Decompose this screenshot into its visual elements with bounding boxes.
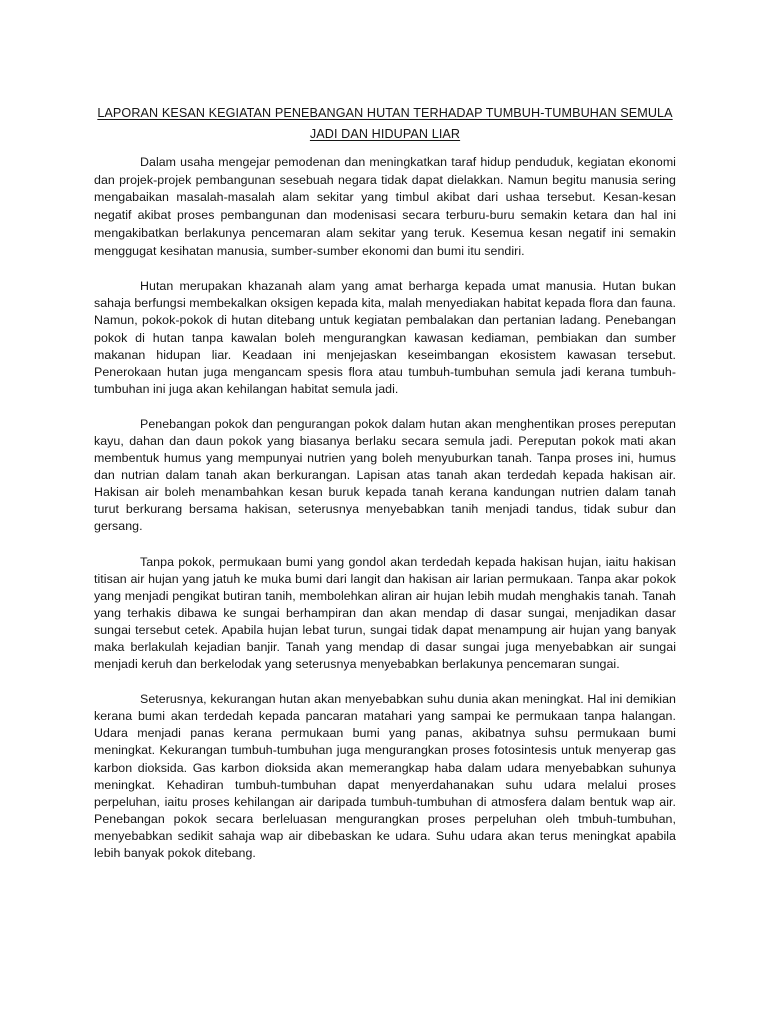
paragraph-soil-nutrients: Penebangan pokok dan pengurangan pokok dalam hutan akan menghentikan proses pereputan kayu, dahan dan daun pokok yang biasanya berlaku secara semula jadi. Pereputan pokok mati akan membentuk humus yang mempunyai nutrien yang boleh menyuburkan tanah. Tanpa proses ini, humus dan nutrian dalam tanah akan berkurangan. Lapisan atas tanah akan terdedah kepada hakisan air. Hakisan air boleh menambahkan kesan buruk kepada tanah kerana kandungan nutrien dalam tanah turut berkurang bersama hakisan, seterusnya menyebabkan tanih menjadi tandus, tidak subur dan gersang. — [94, 416, 676, 534]
paragraph-intro: Dalam usaha mengejar pemodenan dan meningkatkan taraf hidup penduduk, kegiatan ekonomi dan projek-projek pembangunan sesebuah negara tidak dapat dielakkan. Namun begitu manusia sering mengabaikan masalah-masalah alam sekitar yang timbul akibat dari ushaa tersebut. Kesan-kesan negatif akibat proses pembangunan dan modenisasi secara terburu-buru semakin ketara dan hal ini mengakibatkan berlakunya pencemaran alam sekitar yang teruk. Kesemua kesan negatif ini semakin menggugat kesihatan manusia, sumber-sumber ekonomi dan bumi itu sendiri. — [94, 155, 676, 258]
document-title-line-2: JADI DAN HIDUPAN LIAR — [309, 127, 461, 141]
document-title-line-1: LAPORAN KESAN KEGIATAN PENEBANGAN HUTAN TERHADAP TUMBUH-TUMBUHAN SEMULA — [97, 106, 673, 120]
document-title — [94, 103, 676, 145]
paragraph-temperature: Seterusnya, kekurangan hutan akan menyebabkan suhu dunia akan meningkat. Hal ini demikian kerana bumi akan terdedah kepada pancaran matahari yang sampai ke permukaan tanpa halangan. Udara menjadi panas kerana permukaan bumi yang panas, akibatnya suhsu permukaan bumi meningkat. Kekurangan tumbuh-tumbuhan juga mengurangkan proses fotosintesis untuk menyerap gas karbon dioksida. Gas karbon dioksida akan memerangkap haba dalam udara menyebabkan suhunya meningkat. Kehadiran tumbuh-tumbuhan dapat menyerdahanakan suhu udara melalui proses perpeluhan, iaitu proses kehilangan air daripada tumbuh-tumbuhan di atmosfera dalam bentuk wap air. Penebangan pokok secara berleluasan mengurangkan proses perpeluhan oleh tmbuh-tumbuhan, menyebabkan sedikit sahaja wap air dibebaskan ke udara. Suhu udara akan terus meningkat apabila lebih banyak pokok ditebang. — [94, 692, 676, 861]
document-body — [94, 154, 676, 880]
paragraph-forest-value: Hutan merupakan khazanah alam yang amat berharga kepada umat manusia. Hutan bukan sahaja berfungsi membekalkan oksigen kepada kita, malah menyediakan habitat kepada flora dan fauna. Namun, pokok-pokok di hutan ditebang untuk kegiatan pembalakan dan pertanian ladang. Penebangan pokok di hutan tanpa kawalan boleh mengurangkan kawasan kediaman, pembiakan dan sumber makanan hidupan liar. Keadaan ini menjejaskan keseimbangan ekosistem kawasan tersebut. Penerokaan hutan juga mengancam spesis flora atau tumbuh-tumbuhan semula jadi kerana tumbuh-tumbuhan ini juga akan kehilangan habitat semula jadi. — [94, 279, 676, 396]
paragraph-erosion-flood: Tanpa pokok, permukaan bumi yang gondol akan terdedah kepada hakisan hujan, iaitu hakisan titisan air hujan yang jatuh ke muka bumi dari langit dan hakisan air larian permukaan. Tanpa akar pokok yang menjadi pengikat butiran tanih, membolehkan aliran air hujan lebih mudah menghakis tanah. Tanah yang terhakis dibawa ke sungai berhampiran dan akan mendap di dasar sungai, menjadikan dasar sungai tersebut cetek. Apabila hujan lebat turun, sungai tidak dapat menampung air hujan yang banyak maka berlakulah kejadian banjir. Tanah yang mendap di dasar sungai juga menyebabkan air sungai menjadi keruh dan berkelodak yang seterusnya menyebabkan berlakunya pencemaran sungai. — [94, 554, 676, 672]
